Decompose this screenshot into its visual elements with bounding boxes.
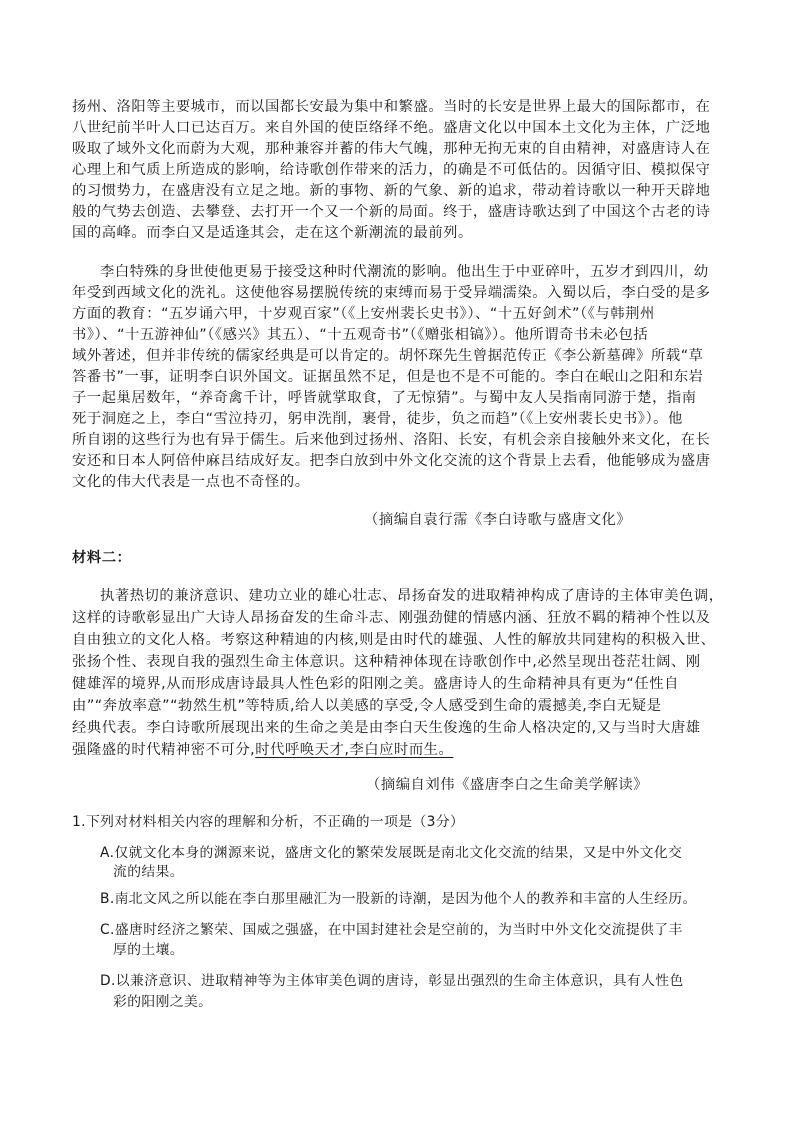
section-heading: 材料二： (72, 550, 132, 566)
paragraph-line: 的习惯势力，在盛唐没有立足之地。新的事物、新的气象、新的追求，带动着诗歌以一种开天辟地 (72, 183, 711, 199)
paragraph-line: 扬州、洛阳等主要城市，而以国都长安最为集中和繁盛。当时的长安是世界上最大的国际都市，在 (72, 99, 711, 115)
paragraph-line: 八世纪前半叶人口已达百万。来自外国的使臣络绎不绝。盛唐文化以中国本土文化为主体，广泛地 (72, 120, 711, 136)
paragraph-line: 答番书”一事，证明李白识外国文。证据虽然不足，但是也不是不可能的。李白在岷山之阳和东岩 (72, 369, 704, 385)
paragraph-line: 张扬个性、表现自我的强烈生命主体意识。这种精神体现在诗歌创作中,必然呈现出苍茫壮阔、刚 (72, 654, 701, 670)
paragraph-line: 方面的教育：“五岁诵六甲，十岁观百家”（《上安州裴长史书》）、“十五好剑术”（《与韩荆州 (72, 306, 655, 322)
paragraph-line: 心理上和气质上所造成的影响，给诗歌创作带来的活力，的确是不可低估的。因循守旧、模拟保守 (72, 162, 711, 178)
paragraph-line: 吸取了域外文化而蔚为大观，那种兼容并蓄的伟大气魄，那种无拘无束的自由精神，对盛唐诗人在 (72, 141, 711, 157)
paragraph-line (72, 740, 453, 760)
paragraph-line: 文化的伟大代表是一点也不奇怪的。 (72, 474, 310, 490)
source-citation: （摘编自袁行霈《李白诗歌与盛唐文化》 (364, 512, 632, 528)
paragraph-line: 所自诩的这些行为也有异于儒生。后来他到过扬州、洛阳、长安，有机会亲自接触外来文化，在长 (72, 432, 711, 448)
paragraph-line: 经典代表。李白诗歌所展现出来的生命之美是由李白天生俊逸的生命人格决定的,又与当时大唐雄 (72, 720, 701, 736)
paragraph-line: 由”“奔放率意”“勃然生机”等特质,给人以美感的享受,令人感受到生命的震撼美,李白无疑是 (72, 698, 662, 714)
paragraph-line: 自由独立的文化人格。考察这种精迪的内核,则是由时代的雄强、人性的解放共同建构的积极入世、 (72, 632, 716, 648)
option-d-continued: 彩的阳刚之美。 (113, 994, 213, 1010)
option-c-continued: 厚的土壤。 (113, 942, 184, 958)
paragraph-line: 书》）、“十五游神仙”（《感兴》其五）、“十五观奇书”（《赠张相镐》）。他所谓奇书未必包括 (72, 327, 649, 343)
paragraph-text: 强隆盛的时代精神密不可分, (72, 742, 256, 758)
option-c: C.盛唐时经济之繁荣、国威之强盛，在中国封建社会是空前的，为当时中外文化交流提供了丰 (100, 922, 683, 938)
paragraph-line: 健雄浑的境界,从而形成唐诗最具人性色彩的阳刚之美。盛唐诗人的生命精神具有更为“任性自 (72, 676, 679, 692)
option-a: A.仅就文化本身的渊源来说，盛唐文化的繁荣发展既是南北文化交流的结果，又是中外文化交 (100, 845, 683, 861)
question-stem: 1.下列对材料相关内容的理解和分析，不正确的一项是（3分） (72, 814, 465, 830)
paragraph-line: 年受到西域文化的洗礼。这使他容易摆脱传统的束缚而易于受异端濡染。入蜀以后，李白受的是多 (72, 285, 711, 301)
underlined-sentence: 时代呼唤天才,李白应时而生。 (255, 742, 454, 758)
source-citation: （摘编自刘伟《盛唐李白之生命美学解读》 (366, 777, 649, 793)
paragraph-line: 这样的诗歌彰显出广大诗人昂扬奋发的生命斗志、刚强劲健的情感内涵、狂放不羁的精神个性以及 (72, 610, 711, 626)
paragraph-line: 死于洞庭之上，李白“雪泣持刃，躬申洗削，裹骨，徒步，负之而趋”（《上安州裴长史书》）。他 (72, 411, 683, 427)
option-b: B.南北文风之所以能在李白那里融汇为一股新的诗潮，是因为他个人的教养和丰富的人生经历。 (100, 891, 697, 907)
paragraph-line: 域外著述，但并非传统的儒家经典是可以肯定的。胡怀琛先生曾据范传正《李公新墓碑》所载“草 (72, 348, 704, 364)
paragraph-line: 李白特殊的身世使他更易于接受这种时代潮流的影响。他出生于中亚碎叶，五岁才到四川，幼 (100, 264, 709, 280)
paragraph-line: 执著热切的兼济意识、建功立业的雄心壮志、昂扬奋发的进取精神构成了唐诗的主体审美色调， (100, 588, 724, 604)
option-a-continued: 流的结果。 (113, 864, 184, 880)
paragraph-line: 般的气势去创造、去攀登、去打开一个又一个新的局面。终于，盛唐诗歌达到了中国这个古老的诗 (72, 204, 711, 220)
paragraph-line: 国的高峰。而李白又是适逢其会，走在这个新潮流的最前列。 (72, 225, 473, 241)
option-d: D.以兼济意识、进取精神等为主体审美色调的唐诗，彰显出强烈的生命主体意识，具有人性色 (100, 973, 684, 989)
paragraph-line: 子一起巢居数年，“养奇禽千计，呼皆就掌取食，了无惊猜”。与蜀中友人吴指南同游于楚，指南 (72, 390, 697, 406)
paragraph-line: 安还和日本人阿倍仲麻吕结成好友。把李白放到中外文化交流的这个背景上去看，他能够成为盛唐 (72, 453, 711, 469)
